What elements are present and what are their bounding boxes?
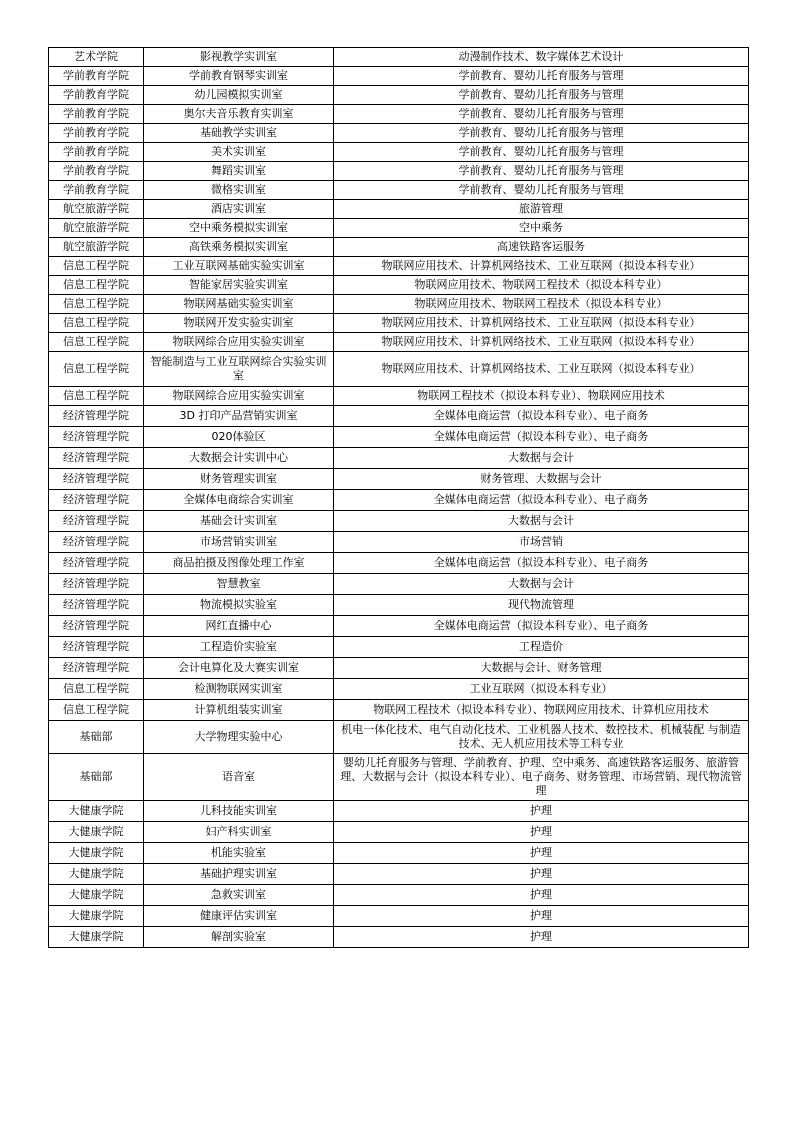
college-cell: 学前教育学院 [49,181,144,200]
majors-cell: 学前教育、婴幼儿托育服务与管理 [334,181,749,200]
lab-name-cell: 微格实训室 [144,181,334,200]
lab-name-cell: 财务管理实训室 [144,469,334,490]
table-row [49,427,749,448]
college-cell: 学前教育学院 [49,162,144,181]
majors-cell: 护理 [334,885,749,906]
lab-table [48,47,749,948]
lab-name-cell: 机能实验室 [144,843,334,864]
college-cell: 经济管理学院 [49,511,144,532]
college-cell: 基础部 [49,754,144,801]
table-row [49,927,749,948]
majors-cell: 动漫制作技术、数字媒体艺术设计 [334,48,749,67]
majors-cell: 市场营销 [334,532,749,553]
college-cell: 信息工程学院 [49,679,144,700]
lab-name-cell: 3D 打印产品营销实训室 [144,406,334,427]
college-cell: 学前教育学院 [49,105,144,124]
lab-name-cell: 商品拍摄及图像处理工作室 [144,553,334,574]
college-cell: 大健康学院 [49,927,144,948]
table-row [49,448,749,469]
majors-cell: 全媒体电商运营（拟设本科专业）、电子商务 [334,553,749,574]
majors-cell: 空中乘务 [334,219,749,238]
majors-cell: 护理 [334,801,749,822]
college-cell: 大健康学院 [49,843,144,864]
lab-name-cell: 妇产科实训室 [144,822,334,843]
table-row [49,490,749,511]
college-cell: 学前教育学院 [49,124,144,143]
lab-name-cell: 大学物理实验中心 [144,721,334,754]
lab-name-cell: 急救实训室 [144,885,334,906]
table-row [49,219,749,238]
college-cell: 大健康学院 [49,864,144,885]
majors-cell: 全媒体电商运营（拟设本科专业）、电子商务 [334,616,749,637]
majors-cell: 物联网工程技术（拟设本科专业）、物联网应用技术 [334,387,749,406]
college-cell: 基础部 [49,721,144,754]
college-cell: 航空旅游学院 [49,219,144,238]
college-cell: 信息工程学院 [49,333,144,352]
table-row [49,238,749,257]
table-row [49,257,749,276]
college-cell: 经济管理学院 [49,469,144,490]
lab-name-cell: 健康评估实训室 [144,906,334,927]
lab-name-cell: 020体验区 [144,427,334,448]
majors-cell: 婴幼儿托育服务与管理、学前教育、护理、空中乘务、高速铁路客运服务、旅游管理、大数据与会计（拟设本科专业）、电子商务、财务管理、市场营销、现代物流管理 [334,754,749,801]
majors-cell: 工程造价 [334,637,749,658]
college-cell: 经济管理学院 [49,658,144,679]
lab-name-cell: 高铁乘务模拟实训室 [144,238,334,257]
table-row [49,511,749,532]
lab-name-cell: 影视教学实训室 [144,48,334,67]
majors-cell: 大数据与会计、财务管理 [334,658,749,679]
table-row [49,314,749,333]
lab-name-cell: 物联网综合应用实验实训室 [144,387,334,406]
college-cell: 经济管理学院 [49,406,144,427]
lab-name-cell: 酒店实训室 [144,200,334,219]
college-cell: 信息工程学院 [49,257,144,276]
college-cell: 大健康学院 [49,801,144,822]
table-row [49,333,749,352]
college-cell: 大健康学院 [49,885,144,906]
table-row [49,864,749,885]
table-row [49,86,749,105]
lab-name-cell: 工程造价实验室 [144,637,334,658]
majors-cell: 物联网应用技术、物联网工程技术（拟设本科专业） [334,276,749,295]
college-cell: 信息工程学院 [49,700,144,721]
college-cell: 经济管理学院 [49,448,144,469]
lab-name-cell: 幼儿园模拟实训室 [144,86,334,105]
lab-table-body [49,48,749,948]
table-row [49,406,749,427]
lab-name-cell: 奥尔夫音乐教育实训室 [144,105,334,124]
table-row [49,276,749,295]
lab-name-cell: 空中乘务模拟实训室 [144,219,334,238]
majors-cell: 学前教育、婴幼儿托育服务与管理 [334,86,749,105]
lab-name-cell: 学前教育钢琴实训室 [144,67,334,86]
table-row [49,48,749,67]
majors-cell: 物联网应用技术、计算机网络技术、工业互联网（拟设本科专业） [334,257,749,276]
table-row [49,679,749,700]
table-row [49,532,749,553]
table-row [49,616,749,637]
majors-cell: 护理 [334,843,749,864]
majors-cell: 全媒体电商运营（拟设本科专业）、电子商务 [334,406,749,427]
lab-name-cell: 物联网开发实验实训室 [144,314,334,333]
majors-cell: 大数据与会计 [334,448,749,469]
lab-name-cell: 网红直播中心 [144,616,334,637]
majors-cell: 财务管理、大数据与会计 [334,469,749,490]
majors-cell: 全媒体电商运营（拟设本科专业）、电子商务 [334,427,749,448]
lab-name-cell: 市场营销实训室 [144,532,334,553]
lab-name-cell: 语音室 [144,754,334,801]
table-row [49,181,749,200]
majors-cell: 学前教育、婴幼儿托育服务与管理 [334,67,749,86]
lab-name-cell: 大数据会计实训中心 [144,448,334,469]
lab-name-cell: 工业互联网基础实验实训室 [144,257,334,276]
majors-cell: 全媒体电商运营（拟设本科专业）、电子商务 [334,490,749,511]
majors-cell: 护理 [334,906,749,927]
lab-name-cell: 会计电算化及大赛实训室 [144,658,334,679]
majors-cell: 大数据与会计 [334,574,749,595]
lab-name-cell: 基础护理实训室 [144,864,334,885]
table-row [49,637,749,658]
college-cell: 经济管理学院 [49,490,144,511]
lab-name-cell: 儿科技能实训室 [144,801,334,822]
lab-name-cell: 智能制造与工业互联网综合实验实训室 [144,352,334,387]
majors-cell: 物联网工程技术（拟设本科专业）、物联网应用技术、计算机应用技术 [334,700,749,721]
lab-name-cell: 美术实训室 [144,143,334,162]
majors-cell: 物联网应用技术、物联网工程技术（拟设本科专业） [334,295,749,314]
table-row [49,143,749,162]
college-cell: 航空旅游学院 [49,238,144,257]
majors-cell: 现代物流管理 [334,595,749,616]
lab-name-cell: 舞蹈实训室 [144,162,334,181]
lab-name-cell: 智能家居实验实训室 [144,276,334,295]
lab-name-cell: 物流模拟实验室 [144,595,334,616]
table-row [49,124,749,143]
lab-name-cell: 解剖实验室 [144,927,334,948]
majors-cell: 学前教育、婴幼儿托育服务与管理 [334,162,749,181]
table-row [49,822,749,843]
table-row [49,801,749,822]
majors-cell: 高速铁路客运服务 [334,238,749,257]
majors-cell: 物联网应用技术、计算机网络技术、工业互联网（拟设本科专业） [334,333,749,352]
table-row [49,843,749,864]
table-row [49,162,749,181]
lab-name-cell: 基础会计实训室 [144,511,334,532]
college-cell: 学前教育学院 [49,143,144,162]
college-cell: 经济管理学院 [49,637,144,658]
table-row [49,595,749,616]
table-row [49,885,749,906]
majors-cell: 护理 [334,864,749,885]
lab-name-cell: 基础教学实训室 [144,124,334,143]
majors-cell: 工业互联网（拟设本科专业） [334,679,749,700]
college-cell: 信息工程学院 [49,314,144,333]
majors-cell: 护理 [334,822,749,843]
table-row [49,721,749,754]
table-row [49,658,749,679]
college-cell: 信息工程学院 [49,352,144,387]
college-cell: 大健康学院 [49,822,144,843]
table-row [49,67,749,86]
majors-cell: 学前教育、婴幼儿托育服务与管理 [334,105,749,124]
lab-name-cell: 计算机组装实训室 [144,700,334,721]
majors-cell: 旅游管理 [334,200,749,219]
lab-name-cell: 全媒体电商综合实训室 [144,490,334,511]
majors-cell: 学前教育、婴幼儿托育服务与管理 [334,124,749,143]
college-cell: 学前教育学院 [49,86,144,105]
table-row [49,352,749,387]
table-row [49,469,749,490]
table-row [49,200,749,219]
majors-cell: 物联网应用技术、计算机网络技术、工业互联网（拟设本科专业） [334,352,749,387]
lab-name-cell: 智慧教室 [144,574,334,595]
majors-cell: 机电一体化技术、电气自动化技术、工业机器人技术、数控技术、机械装配 与制造技术、无人机应用技术等工科专业 [334,721,749,754]
college-cell: 信息工程学院 [49,387,144,406]
majors-cell: 大数据与会计 [334,511,749,532]
table-row [49,754,749,801]
college-cell: 信息工程学院 [49,276,144,295]
college-cell: 经济管理学院 [49,595,144,616]
college-cell: 航空旅游学院 [49,200,144,219]
table-row [49,105,749,124]
college-cell: 大健康学院 [49,906,144,927]
college-cell: 经济管理学院 [49,427,144,448]
college-cell: 艺术学院 [49,48,144,67]
majors-cell: 学前教育、婴幼儿托育服务与管理 [334,143,749,162]
table-row [49,700,749,721]
table-row [49,906,749,927]
college-cell: 经济管理学院 [49,616,144,637]
table-row [49,387,749,406]
college-cell: 经济管理学院 [49,574,144,595]
college-cell: 信息工程学院 [49,295,144,314]
majors-cell: 护理 [334,927,749,948]
lab-name-cell: 物联网综合应用实验实训室 [144,333,334,352]
lab-name-cell: 物联网基础实验实训室 [144,295,334,314]
table-row [49,574,749,595]
lab-name-cell: 检测物联网实训室 [144,679,334,700]
college-cell: 经济管理学院 [49,553,144,574]
college-cell: 经济管理学院 [49,532,144,553]
table-row [49,295,749,314]
table-row [49,553,749,574]
majors-cell: 物联网应用技术、计算机网络技术、工业互联网（拟设本科专业） [334,314,749,333]
college-cell: 学前教育学院 [49,67,144,86]
